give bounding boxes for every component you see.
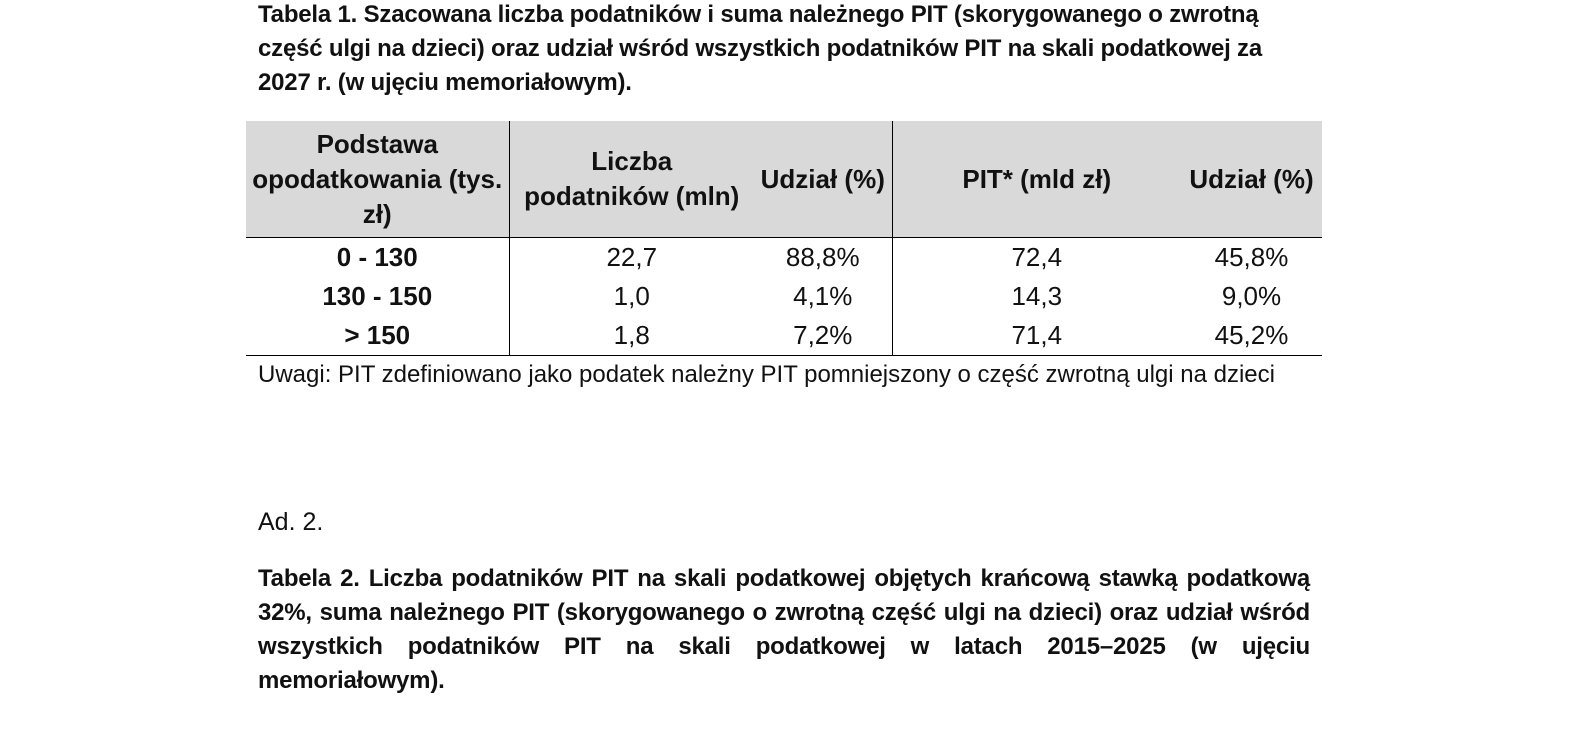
table1-header [246,121,1322,238]
cell-taxpayer-count: 22,7 [606,242,658,272]
table1-header-row [246,121,1322,238]
header-pit-amount: PIT* (mld zł) [892,121,1181,238]
cell-tax-base: > 150 [246,316,509,356]
table1-body [246,238,1322,356]
table1-grid [246,121,1322,356]
cell-pit-share: 45,8% [1214,242,1289,272]
cell-pit-share: 45,2% [1181,316,1322,356]
table2-caption: Tabela 2. Liczba podatników PIT na skali podatkowej objętych krańcową stawką podatkową 32%, suma należnego PIT (skorygowanego o zwrotną część ulgi na dzieci) oraz udział wśród wszystkich podatników PIT na skali podatkowej w latach 2015–2025 (w ujęciu memoriałowym). [258,565,1310,694]
cell-taxpayer-count: 1,0 [613,281,650,311]
header-taxpayer-share: Udział (%) [754,121,892,238]
cell-pit-amount: 14,3 [1011,281,1063,311]
cell-pit-share: 9,0% [1221,281,1282,311]
cell-taxpayer-share: 4,1% [754,277,892,316]
table1-caption: Tabela 1. Szacowana liczba podatników i suma należnego PIT (skorygowanego o zwrotną część ulgi na dzieci) oraz udział wśród wszystkich podatników PIT na skali podatkowej za 2027 r. (w ujęciu memoriałowym). [258,1,1262,96]
cell-pit-amount: 72,4 [1011,242,1063,272]
header-taxpayer-count: Liczba podatników (mln) [509,121,754,238]
header-pit-share: Udział (%) [1181,121,1322,238]
section-heading: Ad. 2. [258,508,324,536]
cell-tax-base: 130 - 150 [246,277,509,316]
header-tax-base: Podstawa opodatkowania (tys. zł) [246,121,509,238]
table1 [246,121,1322,356]
cell-taxpayer-count: 1,8 [509,316,754,356]
cell-tax-base: 0 - 130 [246,238,509,278]
table1-note: Uwagi: PIT zdefiniowano jako podatek należny PIT pomniejszony o część zwrotną ulgi na dzieci [258,361,1275,388]
cell-taxpayer-share: 7,2% [754,316,892,356]
table-row [246,316,1322,356]
table-row [246,277,1322,316]
cell-pit-amount: 71,4 [892,316,1181,356]
cell-taxpayer-share: 88,8% [754,238,892,278]
table-row [246,238,1322,278]
